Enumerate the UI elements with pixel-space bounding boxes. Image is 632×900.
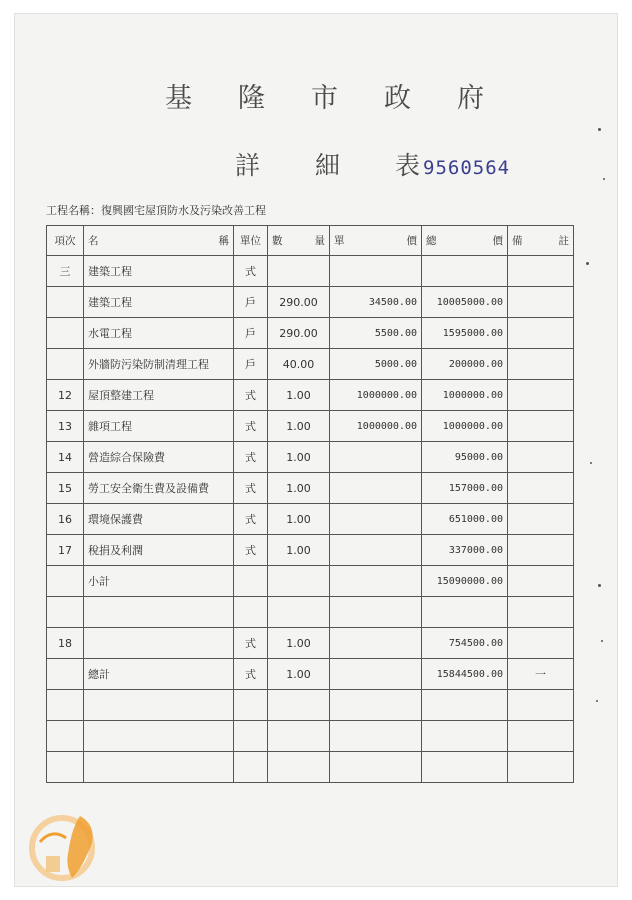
cell-remark bbox=[508, 535, 574, 566]
cell-unit: 戶 bbox=[234, 318, 268, 349]
cell-remark bbox=[508, 628, 574, 659]
cell-remark bbox=[508, 442, 574, 473]
cell-quantity: 1.00 bbox=[268, 535, 330, 566]
project-label: 工程名稱： bbox=[46, 204, 101, 217]
cell-unit-price bbox=[330, 566, 422, 597]
cell-quantity bbox=[268, 721, 330, 752]
cell-item-no bbox=[47, 659, 84, 690]
cell-unit-price: 34500.00 bbox=[330, 287, 422, 318]
cell-total-price: 1000000.00 bbox=[422, 380, 508, 411]
table-header-row bbox=[47, 226, 574, 256]
scan-speck bbox=[596, 700, 598, 702]
header-unit: 單位 bbox=[234, 226, 268, 256]
cell-unit: 式 bbox=[234, 628, 268, 659]
table-body bbox=[47, 256, 574, 783]
cell-unit-price bbox=[330, 597, 422, 628]
cell-total-price: 15844500.00 bbox=[422, 659, 508, 690]
title-char: 市 bbox=[311, 83, 339, 114]
cell-unit-price bbox=[330, 659, 422, 690]
subtitle-char: 詳 bbox=[235, 151, 261, 180]
cell-total-price bbox=[422, 721, 508, 752]
cell-name: 雜項工程 bbox=[84, 411, 234, 442]
cell-unit: 式 bbox=[234, 256, 268, 287]
cell-unit bbox=[234, 566, 268, 597]
cell-total-price: 337000.00 bbox=[422, 535, 508, 566]
cell-quantity: 40.00 bbox=[268, 349, 330, 380]
cell-quantity: 1.00 bbox=[268, 442, 330, 473]
cell-item-no bbox=[47, 597, 84, 628]
header-quantity: 數 量 bbox=[268, 226, 330, 256]
cell-item-no: 17 bbox=[47, 535, 84, 566]
scan-speck bbox=[601, 640, 603, 642]
cell-quantity bbox=[268, 597, 330, 628]
cell-name bbox=[84, 628, 234, 659]
cell-name bbox=[84, 597, 234, 628]
table-row bbox=[47, 380, 574, 411]
cell-quantity: 1.00 bbox=[268, 411, 330, 442]
cell-total-price bbox=[422, 597, 508, 628]
table-row bbox=[47, 442, 574, 473]
table-row bbox=[47, 473, 574, 504]
cell-name: 營造綜合保險費 bbox=[84, 442, 234, 473]
cell-total-price: 1595000.00 bbox=[422, 318, 508, 349]
table-row bbox=[47, 597, 574, 628]
cell-item-no: 18 bbox=[47, 628, 84, 659]
scan-speck bbox=[586, 262, 589, 265]
table-row bbox=[47, 411, 574, 442]
cell-remark bbox=[508, 380, 574, 411]
cell-unit: 戶 bbox=[234, 349, 268, 380]
table-row bbox=[47, 721, 574, 752]
cell-item-no bbox=[47, 721, 84, 752]
cell-unit-price bbox=[330, 628, 422, 659]
table-row bbox=[47, 318, 574, 349]
cell-total-price: 200000.00 bbox=[422, 349, 508, 380]
subtitle-char: 表 bbox=[394, 151, 420, 180]
table-row bbox=[47, 566, 574, 597]
cell-total-price: 10005000.00 bbox=[422, 287, 508, 318]
cell-unit: 式 bbox=[234, 504, 268, 535]
scan-speck bbox=[598, 128, 601, 131]
title-char: 基 bbox=[165, 83, 193, 114]
cell-unit bbox=[234, 597, 268, 628]
cell-quantity bbox=[268, 256, 330, 287]
cell-name: 環境保護費 bbox=[84, 504, 234, 535]
cell-unit bbox=[234, 721, 268, 752]
cell-unit-price bbox=[330, 256, 422, 287]
cell-item-no bbox=[47, 318, 84, 349]
cell-unit: 式 bbox=[234, 380, 268, 411]
table-row bbox=[47, 690, 574, 721]
cell-unit-price bbox=[330, 535, 422, 566]
cell-remark bbox=[508, 721, 574, 752]
header-item-no: 項次 bbox=[47, 226, 84, 256]
header-name: 名 稱 bbox=[84, 226, 234, 256]
scan-speck bbox=[590, 462, 592, 464]
header-unit-price: 單 價 bbox=[330, 226, 422, 256]
cell-unit-price: 5500.00 bbox=[330, 318, 422, 349]
cell-quantity bbox=[268, 690, 330, 721]
cell-item-no: 13 bbox=[47, 411, 84, 442]
cell-quantity: 290.00 bbox=[268, 318, 330, 349]
cell-name bbox=[84, 752, 234, 783]
project-name-line bbox=[46, 202, 266, 218]
cell-item-no: 14 bbox=[47, 442, 84, 473]
cell-unit-price: 5000.00 bbox=[330, 349, 422, 380]
cell-quantity: 1.00 bbox=[268, 380, 330, 411]
cell-remark bbox=[508, 349, 574, 380]
cell-unit-price bbox=[330, 752, 422, 783]
cell-total-price: 95000.00 bbox=[422, 442, 508, 473]
cell-item-no: 16 bbox=[47, 504, 84, 535]
cell-unit: 式 bbox=[234, 535, 268, 566]
scan-speck bbox=[598, 584, 601, 587]
cell-quantity: 290.00 bbox=[268, 287, 330, 318]
document-subtitle bbox=[235, 146, 420, 182]
cell-unit-price bbox=[330, 721, 422, 752]
cell-unit-price: 1000000.00 bbox=[330, 411, 422, 442]
cell-unit-price bbox=[330, 690, 422, 721]
cell-item-no bbox=[47, 752, 84, 783]
cell-total-price: 651000.00 bbox=[422, 504, 508, 535]
cell-quantity: 1.00 bbox=[268, 473, 330, 504]
table-row bbox=[47, 256, 574, 287]
cell-remark bbox=[508, 287, 574, 318]
cell-item-no bbox=[47, 287, 84, 318]
cell-item-no bbox=[47, 566, 84, 597]
table-row bbox=[47, 287, 574, 318]
cell-unit: 式 bbox=[234, 659, 268, 690]
cell-total-price bbox=[422, 752, 508, 783]
cell-remark bbox=[508, 256, 574, 287]
cell-item-no: 12 bbox=[47, 380, 84, 411]
cell-unit bbox=[234, 690, 268, 721]
cell-remark bbox=[508, 504, 574, 535]
cell-item-no bbox=[47, 349, 84, 380]
cell-unit-price bbox=[330, 473, 422, 504]
cell-name: 建築工程 bbox=[84, 287, 234, 318]
cell-name: 屋頂整建工程 bbox=[84, 380, 234, 411]
cell-unit bbox=[234, 752, 268, 783]
cell-unit: 式 bbox=[234, 442, 268, 473]
table-row bbox=[47, 752, 574, 783]
cell-unit-price bbox=[330, 504, 422, 535]
cell-unit-price bbox=[330, 442, 422, 473]
cell-remark bbox=[508, 318, 574, 349]
cell-name: 建築工程 bbox=[84, 256, 234, 287]
header-total-price: 總 價 bbox=[422, 226, 508, 256]
cell-name bbox=[84, 690, 234, 721]
document-title bbox=[165, 76, 485, 115]
title-char: 隆 bbox=[238, 83, 266, 114]
table-row bbox=[47, 349, 574, 380]
cell-unit: 戶 bbox=[234, 287, 268, 318]
cell-name: 總計 bbox=[84, 659, 234, 690]
title-char: 府 bbox=[457, 83, 485, 114]
taiwan-map-logo-icon bbox=[22, 802, 118, 888]
cell-name bbox=[84, 721, 234, 752]
cell-unit: 式 bbox=[234, 473, 268, 504]
cell-item-no bbox=[47, 690, 84, 721]
cell-unit-price: 1000000.00 bbox=[330, 380, 422, 411]
cell-total-price: 1000000.00 bbox=[422, 411, 508, 442]
cell-unit: 式 bbox=[234, 411, 268, 442]
project-name: 復興國宅屋頂防水及污染改善工程 bbox=[101, 204, 266, 217]
header-remark: 備 註 bbox=[508, 226, 574, 256]
cell-name: 水電工程 bbox=[84, 318, 234, 349]
cell-total-price bbox=[422, 690, 508, 721]
cell-remark bbox=[508, 752, 574, 783]
cell-quantity bbox=[268, 566, 330, 597]
cell-remark: 一 bbox=[508, 659, 574, 690]
cell-item-no: 15 bbox=[47, 473, 84, 504]
table-row bbox=[47, 659, 574, 690]
title-char: 政 bbox=[384, 83, 412, 114]
cell-quantity bbox=[268, 752, 330, 783]
cell-name: 小計 bbox=[84, 566, 234, 597]
stamped-document-number: 9560564 bbox=[423, 157, 511, 179]
cell-total-price bbox=[422, 256, 508, 287]
cell-quantity: 1.00 bbox=[268, 504, 330, 535]
cell-remark bbox=[508, 473, 574, 504]
cell-total-price: 754500.00 bbox=[422, 628, 508, 659]
cell-remark bbox=[508, 411, 574, 442]
cell-name: 勞工安全衛生費及設備費 bbox=[84, 473, 234, 504]
cell-total-price: 15090000.00 bbox=[422, 566, 508, 597]
cell-quantity: 1.00 bbox=[268, 659, 330, 690]
cell-remark bbox=[508, 566, 574, 597]
cell-name: 外牆防污染防制清理工程 bbox=[84, 349, 234, 380]
scan-speck bbox=[603, 178, 605, 180]
cell-remark bbox=[508, 597, 574, 628]
table-row bbox=[47, 628, 574, 659]
table-row bbox=[47, 535, 574, 566]
cell-item-no: 三 bbox=[47, 256, 84, 287]
cell-name: 稅捐及利潤 bbox=[84, 535, 234, 566]
cell-quantity: 1.00 bbox=[268, 628, 330, 659]
table-row bbox=[47, 504, 574, 535]
subtitle-char: 細 bbox=[314, 151, 340, 180]
cell-total-price: 157000.00 bbox=[422, 473, 508, 504]
detail-table bbox=[46, 225, 574, 783]
cell-remark bbox=[508, 690, 574, 721]
